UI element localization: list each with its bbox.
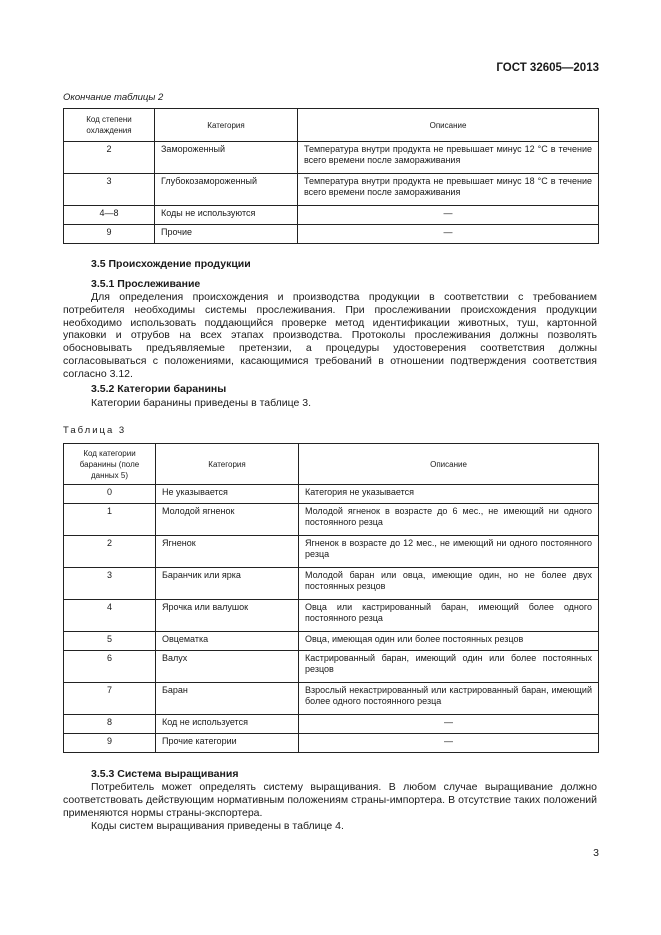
table-row: 2 Замороженный Температура внутри продукта не превышает минус 12 °С в течение всего времени после замораживания: [64, 142, 599, 174]
table-row: 9 Прочие —: [64, 225, 599, 244]
table2-header-code: Код степени охлаждения: [64, 109, 155, 142]
section-3-5-1-text: Для определения происхождения и производства продукции в соответствии с требованием потребителя необходимы системы прослеживания. При прослеживании происхождения продукции необходимо использовать поддающийся проверке метод идентификации животных, туш, картонной упаковки и отрубов на всех этапах производства. Протоколы прослеживания должны позволять обосновывать предъявляемые претензии, а процедуры удостоверения соответствия должны согласовываться с положениями, касающимися требований в отношении подтверждения соответствия согласно 3.12.: [63, 291, 597, 380]
table-row: 5 Овцематка Овца, имеющая один или более постоянных резцов: [64, 632, 599, 651]
table-3: [63, 443, 599, 753]
table2-header-description: Описание: [298, 109, 599, 142]
table-row: 2 Ягненок Ягненок в возрасте до 12 мес., не имеющий ни одного постоянного резца: [64, 536, 599, 568]
table2-caption: Окончание таблицы 2: [63, 92, 164, 103]
section-3-5-3-text-2: Коды систем выращивания приведены в таблице 4.: [91, 820, 344, 832]
table-row: 8 Код не используется —: [64, 715, 599, 734]
table-row: 0 Не указывается Категория не указывается: [64, 485, 599, 504]
table-2: [63, 108, 599, 244]
section-3-5-1-heading: 3.5.1 Прослеживание: [91, 278, 201, 290]
table3-caption: Таблица 3: [63, 425, 127, 436]
table-row: 3 Глубокозамороженный Температура внутри продукта не превышает минус 18 °С в течение всего времени после замораживания: [64, 174, 599, 206]
table-row: 4—8 Коды не используются —: [64, 206, 599, 225]
section-3-5-heading: 3.5 Происхождение продукции: [91, 258, 251, 270]
section-3-5-3-heading: 3.5.3 Система выращивания: [91, 768, 239, 780]
table3-header-description: Описание: [299, 444, 599, 485]
table-row: 6 Валух Кастрированный баран, имеющий один или более постоянных резцов: [64, 651, 599, 683]
table-row: 7 Баран Взрослый некастрированный или кастрированный баран, имеющий более одного постоянного резца: [64, 683, 599, 715]
section-3-5-3-text: Потребитель может определять систему выращивания. В любом случае выращивание должно соответствовать действующим нормативным положениям страны-импортера. В отсутствие таких положений применяются нормы страны-экспортера.: [63, 781, 597, 819]
table-row: 4 Ярочка или валушок Овца или кастрированный баран, имеющий более одного постоянного резца: [64, 600, 599, 632]
table3-header-code: Код категории баранины (поле данных 5): [64, 444, 156, 485]
section-3-5-2-text: Категории баранины приведены в таблице 3.: [91, 397, 312, 409]
table-row: 9 Прочие категории —: [64, 734, 599, 753]
section-3-5-2-heading: 3.5.2 Категории баранины: [91, 383, 227, 395]
table-row: 1 Молодой ягненок Молодой ягненок в возрасте до 6 мес., не имеющий ни одного постоянного резца: [64, 504, 599, 536]
table3-header-category: Категория: [156, 444, 299, 485]
page-number: 3: [593, 847, 599, 859]
table2-header-category: Категория: [155, 109, 298, 142]
document-id: ГОСТ 32605—2013: [496, 62, 599, 74]
table-row: 3 Баранчик или ярка Молодой баран или овца, имеющие один, но не более двух постоянных резцов: [64, 568, 599, 600]
